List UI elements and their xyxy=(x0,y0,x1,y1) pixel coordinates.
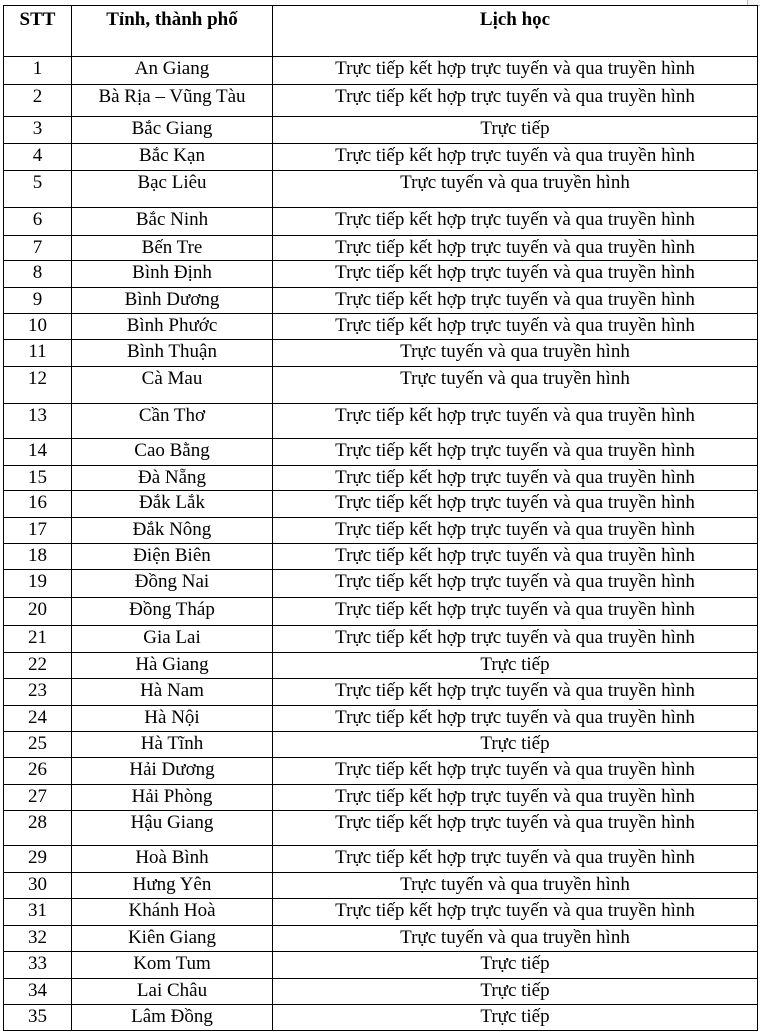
row-stt: 11 xyxy=(4,340,72,367)
table-row xyxy=(4,758,758,785)
row-stt: 35 xyxy=(4,1005,72,1031)
row-stt: 26 xyxy=(4,758,72,785)
table-row xyxy=(4,340,758,367)
row-province: Khánh Hoà xyxy=(72,899,273,926)
row-stt: 24 xyxy=(4,706,72,732)
row-stt: 29 xyxy=(4,846,72,873)
table-row xyxy=(4,846,758,873)
row-stt: 18 xyxy=(4,544,72,570)
row-province: Đắk Lắk xyxy=(72,491,273,518)
table-row xyxy=(4,1005,758,1031)
row-schedule: Trực tiếp xyxy=(273,653,758,679)
row-schedule: Trực tuyến và qua truyền hình xyxy=(273,926,758,952)
row-province: Kiên Giang xyxy=(72,926,273,952)
table-row xyxy=(4,926,758,952)
row-schedule: Trực tuyến và qua truyền hình xyxy=(273,340,758,367)
row-province: Lâm Đồng xyxy=(72,1005,273,1031)
row-stt: 1 xyxy=(4,57,72,85)
row-province: Lai Châu xyxy=(72,979,273,1005)
row-province: Bạc Liêu xyxy=(72,171,273,208)
row-province: Điện Biên xyxy=(72,544,273,570)
row-stt: 4 xyxy=(4,144,72,171)
row-stt: 9 xyxy=(4,288,72,314)
table-row xyxy=(4,732,758,758)
row-stt: 6 xyxy=(4,208,72,236)
row-stt: 15 xyxy=(4,466,72,491)
row-province: Đồng Tháp xyxy=(72,598,273,626)
row-schedule: Trực tiếp kết hợp trực tuyến và qua truyền hình xyxy=(273,570,758,598)
row-schedule: Trực tiếp xyxy=(273,117,758,144)
row-province: Hải Phòng xyxy=(72,785,273,811)
row-province: Đắk Nông xyxy=(72,518,273,544)
row-province: Kom Tum xyxy=(72,952,273,979)
row-province: Đà Nẵng xyxy=(72,466,273,491)
row-stt: 23 xyxy=(4,679,72,706)
row-schedule: Trực tuyến và qua truyền hình xyxy=(273,367,758,404)
table-row xyxy=(4,314,758,340)
header-stt: STT xyxy=(4,6,72,57)
row-schedule: Trực tiếp xyxy=(273,952,758,979)
row-schedule: Trực tiếp kết hợp trực tuyến và qua truyền hình xyxy=(273,236,758,261)
row-schedule: Trực tiếp kết hợp trực tuyến và qua truyền hình xyxy=(273,261,758,288)
row-stt: 31 xyxy=(4,899,72,926)
table-row xyxy=(4,236,758,261)
row-schedule: Trực tiếp kết hợp trực tuyến và qua truyền hình xyxy=(273,758,758,785)
row-schedule: Trực tiếp xyxy=(273,979,758,1005)
row-stt: 17 xyxy=(4,518,72,544)
table-row xyxy=(4,85,758,117)
table-row xyxy=(4,785,758,811)
row-province: Bắc Kạn xyxy=(72,144,273,171)
row-stt: 27 xyxy=(4,785,72,811)
row-schedule: Trực tiếp kết hợp trực tuyến và qua truyền hình xyxy=(273,626,758,653)
row-stt: 32 xyxy=(4,926,72,952)
table-row xyxy=(4,288,758,314)
table-row xyxy=(4,208,758,236)
row-stt: 34 xyxy=(4,979,72,1005)
table-row xyxy=(4,899,758,926)
row-province: An Giang xyxy=(72,57,273,85)
table-row xyxy=(4,873,758,899)
row-schedule: Trực tiếp kết hợp trực tuyến và qua truyền hình xyxy=(273,811,758,846)
row-province: Hà Giang xyxy=(72,653,273,679)
row-schedule: Trực tiếp kết hợp trực tuyến và qua truyền hình xyxy=(273,785,758,811)
row-province: Đồng Nai xyxy=(72,570,273,598)
row-province: Hoà Bình xyxy=(72,846,273,873)
row-schedule: Trực tiếp kết hợp trực tuyến và qua truyền hình xyxy=(273,598,758,626)
row-stt: 7 xyxy=(4,236,72,261)
table-row xyxy=(4,261,758,288)
table-row xyxy=(4,952,758,979)
table-row xyxy=(4,679,758,706)
row-stt: 19 xyxy=(4,570,72,598)
row-schedule: Trực tiếp kết hợp trực tuyến và qua truyền hình xyxy=(273,288,758,314)
row-schedule: Trực tiếp xyxy=(273,1005,758,1031)
row-schedule: Trực tiếp kết hợp trực tuyến và qua truyền hình xyxy=(273,404,758,439)
row-stt: 30 xyxy=(4,873,72,899)
table-row xyxy=(4,491,758,518)
table-row xyxy=(4,466,758,491)
row-province: Bình Thuận xyxy=(72,340,273,367)
row-province: Bắc Ninh xyxy=(72,208,273,236)
row-stt: 12 xyxy=(4,367,72,404)
row-stt: 5 xyxy=(4,171,72,208)
row-schedule: Trực tiếp kết hợp trực tuyến và qua truyền hình xyxy=(273,208,758,236)
table-row xyxy=(4,439,758,466)
row-schedule: Trực tiếp kết hợp trực tuyến và qua truyền hình xyxy=(273,679,758,706)
row-stt: 16 xyxy=(4,491,72,518)
row-stt: 28 xyxy=(4,811,72,846)
row-stt: 2 xyxy=(4,85,72,117)
header-schedule: Lịch học xyxy=(273,6,758,57)
row-stt: 22 xyxy=(4,653,72,679)
row-province: Bình Dương xyxy=(72,288,273,314)
row-schedule: Trực tiếp kết hợp trực tuyến và qua truyền hình xyxy=(273,57,758,85)
table-row xyxy=(4,367,758,404)
table-row xyxy=(4,404,758,439)
row-schedule: Trực tiếp kết hợp trực tuyến và qua truyền hình xyxy=(273,466,758,491)
row-schedule: Trực tiếp kết hợp trực tuyến và qua truyền hình xyxy=(273,439,758,466)
row-province: Bình Định xyxy=(72,261,273,288)
table-body xyxy=(4,57,758,1031)
row-schedule: Trực tiếp kết hợp trực tuyến và qua truyền hình xyxy=(273,144,758,171)
row-stt: 25 xyxy=(4,732,72,758)
row-schedule: Trực tiếp kết hợp trực tuyến và qua truyền hình xyxy=(273,544,758,570)
table-row xyxy=(4,979,758,1005)
table-row xyxy=(4,544,758,570)
row-stt: 13 xyxy=(4,404,72,439)
row-schedule: Trực tiếp kết hợp trực tuyến và qua truyền hình xyxy=(273,85,758,117)
row-province: Hà Nội xyxy=(72,706,273,732)
table-row xyxy=(4,811,758,846)
row-province: Hải Dương xyxy=(72,758,273,785)
table-row xyxy=(4,144,758,171)
schedule-table xyxy=(3,5,758,1031)
row-province: Bình Phước xyxy=(72,314,273,340)
table-row xyxy=(4,598,758,626)
row-province: Bắc Giang xyxy=(72,117,273,144)
row-stt: 3 xyxy=(4,117,72,144)
row-schedule: Trực tiếp kết hợp trực tuyến và qua truyền hình xyxy=(273,491,758,518)
row-schedule: Trực tiếp kết hợp trực tuyến và qua truyền hình xyxy=(273,314,758,340)
table-row xyxy=(4,171,758,208)
row-province: Hưng Yên xyxy=(72,873,273,899)
table-row xyxy=(4,57,758,85)
row-province: Cao Bằng xyxy=(72,439,273,466)
row-province: Bến Tre xyxy=(72,236,273,261)
row-stt: 10 xyxy=(4,314,72,340)
table-header-row xyxy=(4,6,758,57)
row-province: Gia Lai xyxy=(72,626,273,653)
row-stt: 14 xyxy=(4,439,72,466)
row-province: Cà Mau xyxy=(72,367,273,404)
row-province: Cần Thơ xyxy=(72,404,273,439)
table-row xyxy=(4,518,758,544)
table-row xyxy=(4,117,758,144)
row-schedule: Trực tiếp kết hợp trực tuyến và qua truyền hình xyxy=(273,518,758,544)
table-row xyxy=(4,626,758,653)
row-province: Hà Tĩnh xyxy=(72,732,273,758)
row-province: Bà Rịa – Vũng Tàu xyxy=(72,85,273,117)
header-province: Tỉnh, thành phố xyxy=(72,6,273,57)
row-schedule: Trực tiếp kết hợp trực tuyến và qua truyền hình xyxy=(273,846,758,873)
row-schedule: Trực tiếp kết hợp trực tuyến và qua truyền hình xyxy=(273,706,758,732)
row-schedule: Trực tuyến và qua truyền hình xyxy=(273,171,758,208)
row-stt: 8 xyxy=(4,261,72,288)
row-schedule: Trực tiếp kết hợp trực tuyến và qua truyền hình xyxy=(273,899,758,926)
row-province: Hà Nam xyxy=(72,679,273,706)
row-stt: 21 xyxy=(4,626,72,653)
row-schedule: Trực tuyến và qua truyền hình xyxy=(273,873,758,899)
row-schedule: Trực tiếp xyxy=(273,732,758,758)
table-row xyxy=(4,570,758,598)
table-row xyxy=(4,706,758,732)
row-stt: 20 xyxy=(4,598,72,626)
row-province: Hậu Giang xyxy=(72,811,273,846)
table-row xyxy=(4,653,758,679)
row-stt: 33 xyxy=(4,952,72,979)
